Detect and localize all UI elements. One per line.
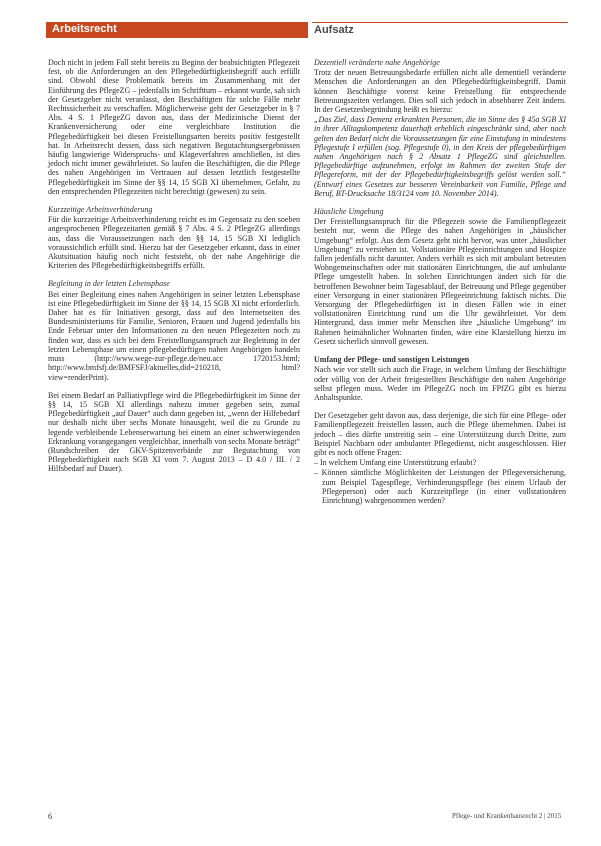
journal-footer: Pflege- und Krankenhausrecht 2 | 2015 bbox=[452, 812, 562, 820]
article-type-label: Aufsatz bbox=[314, 24, 354, 36]
list-item: – Können sämtliche Möglichkeiten der Leistungen der Pflegeversicherung, zum Beispiel Tagespflege, Verhinderungspflege (bei einem Urlaub der Pflegeperson) oder auch Kurzzeitpflege (in einer vollstationären Einrichtung) wahrgenommen werden? bbox=[314, 468, 566, 505]
subheading: Häusliche Umgebung bbox=[314, 207, 384, 217]
right-column bbox=[314, 58, 566, 506]
section-banner bbox=[46, 22, 308, 38]
section-label: Arbeitsrecht bbox=[52, 23, 117, 35]
subheading: Kurzzeitige Arbeitsverhinderung bbox=[48, 205, 153, 215]
paragraph: Bei einem Bedarf an Palliativpflege wird die Pflegebedürftigkeit im Sinne der §§ 14, 15 SGB XI allerdings nahezu immer gegeben sein, zumal Pflegebedürftigkeit „auf Dauer“ auch dann gegeben ist, „wenn der Hilfebedarf nur deshalb nicht über sechs Monate hinausgeht, weil die zu Grunde zu legende verbleibende Lebenserwartung bei einem an einer schwerwiegenden Erkrankung vorangegangen vergleichbar, innerhalb von sechs Monate beträgt“ (Rundschreiben der GKV-Spitzenverbände zur Begutachtung von Pflegebedürftigkeit nach SGB XI vom 7. August 2013 – D 4.0 / III. / 2 Hilfsbedarf auf Dauer). bbox=[48, 390, 300, 474]
paragraph: Nach wie vor stellt sich auch die Frage, in welchem Umfang der Beschäftigte oder völlig von der Arbeit freigestellten Beschäftigte den nahen Angehörige selbst pflegen muss. Weder im PflegeZG noch im FPfZG gibt es hierzu Anhaltspunkte. bbox=[314, 365, 566, 402]
left-column bbox=[48, 58, 300, 483]
article-type-header bbox=[312, 22, 568, 39]
paragraph: Doch nicht in jedem Fall steht bereits zu Beginn der beabsichtigten Pflegezeit fest, ob die Anforderungen an den Pflegebedürftigkeitsbegriff auch erfüllt sind. Obwohl diese Problematik bereits im Zusammenhang mit der Einführung des PflegeZG – jedenfalls im Schrifttum – erkannt wurde, sah sich der Gesetzgeber nicht veranlasst, den Beschäftigten für solche Fälle mehr Rechtssicherheit zu verschaffen. Möglicherweise geht der Gesetzgeber in § 7 Abs. 4 S. 1 PflegeZG davon aus, dass der Medizinische Dienst der Krankenversicherung oder eine vergleichbare Institution die Pflegebedürftigkeit bei diesen Freistellungsarten bereits positiv festgestellt hat. In Arbeitsrecht dessen, dass sich negativen Begutachtungsergebnissen häufig langwierige Widerspruchs- und Klageverfahren anschließen, ist dies jedoch nicht immer gewährleistet. So laufen die Beschäftigten, die die Pflege des nahen Angehörigen im Vertrauen auf dessen letztlich festgestellte Pflegebedürftigkeit im Sinne der §§ 14, 15 SGB XI übernehmen, Gefahr, zu den entsprechenden Pflegezeiten nicht berechtigt (gewesen) zu sein. bbox=[48, 58, 300, 196]
subheading: Dezentiell veränderte nahe Angehörige bbox=[314, 58, 440, 67]
page-number: 6 bbox=[48, 812, 52, 821]
subheading: Begleitung in der letzten Lebensphase bbox=[48, 279, 170, 289]
paragraph: Für die kurzzeitige Arbeitsverhinderung reicht es im Gegensatz zu den soeben angesprochenen Pflegezeitarten gemäß § 7 Abs. 4 S. 2 PflegeZG allerdings aus, dass die Voraussetzungen nach den §§ 14, 15 SGB XI lediglich voraussichtlich erfüllt sind. Hierzu hat der Gesetzgeber erkannt, dass in einer Akutsituation häufig noch nicht feststeht, ob der nahe Angehörige die Kriterien des Pflegebedürftigkeitsbegriffs erfüllt. bbox=[48, 215, 300, 271]
paragraph: Trotz der neuen Betreuungsbedarfe erfüllen nicht alle dementiell veränderte Menschen die Anforderungen an den Pflegebedürftigkeitsbegriff. Damit können Beschäftigte vorerst keine Freistellung für entsprechende Betreuungszeiten verlangen. Dies soll sich jedoch in absehbarer Zeit ändern. In der Gesetzesbegründung heißt es hierzu: bbox=[314, 68, 566, 115]
question-list bbox=[314, 458, 566, 505]
paragraph: Der Gesetzgeber geht davon aus, dass derjenige, die sich für eine Pflege- oder Familienpflegezeit freistellen lassen, auch die Pflege übernehmen. Dabei ist jedoch – dies dürfte unstreitig sein – eine Unterstützung durch Dritte, zum Beispiel Nachbarn oder ambulanter Pflegedienst, nicht ausgeschlossen. Hier gibt es noch offene Fragen: bbox=[314, 411, 566, 457]
paragraph: Der Freistellungsanspruch für die Pflegezeit sowie die Familienpflegezeit besteht nur, wenn die Pflege des nahen Angehörigen in „häuslicher Umgebung“ erfolgt. Aus dem Gesetz geht nicht hervor, was unter „häuslicher Umgebung“ zu verstehen ist. Vollstationäre Pflegeeinrichtungen und Hospize fallen jedenfalls nicht darunter. Anders verhält es sich mit ambulant betreuten Wohngemeinschaften oder mit stationären Einrichtungen, die auf ambulante Pflege umgestellt haben. In solchen Einrichtungen ändert sich für die betroffenen Bewohner beim Tagesablauf, der Betreuung und Pflege gegenüber einer Versorgung in einer stationären Pflegeeinrichtung faktisch nichts. Die Versorgung der Pflegebedürftigen ist in diesen Fällen wie in einer vollstationären Einrichtung rund um die Uhr gewährleistet. Vor dem Hintergrund, dass immer mehr Menschen ihre „häusliche Umgebung“ im Rahmen heimähnlicher Wohnarten finden, wäre eine Klarstellung hierzu im Gesetz sicherlich sinnvoll gewesen. bbox=[314, 217, 566, 346]
list-item: – In welchem Umfang eine Unterstützung erlaubt? bbox=[314, 458, 566, 467]
quote-paragraph: „Das Ziel, dass Demenz erkrankten Personen, die im Sinne des § 45a SGB XI in ihrer Alltagskompetenz dauerhaft erheblich eingeschränkt sind, aber noch gelten den Bedarf nicht die Voraussetzungen für eine Einstufung in mindestens Pflegestufe I erfüllen (sog. Pflegestufe 0), in den Kreis der pflegebedürftigen nahen Angehörigen nach § 2 Absatz 1 PflegeZG sind gleichstellen. Pflegebedürftige aufzunehmen, erfolgt im Rahmen der zweiten Stufe der Pflegereform, mit der der Pflegebedürftigkeitsbegriffs gelöst werden soll.“ (Entwurf eines Gesetzes zur besseren Vereinbarkeit von Familie, Pflege und Beruf, BT-Drucksache 18/3124 vom 10. November 2014). bbox=[314, 115, 566, 198]
subheading: Umfang der Pflege- und sonstigen Leistungen bbox=[314, 355, 470, 365]
paragraph: Bei einer Begleitung eines nahen Angehörigen in seiner letzten Lebensphase ist eine Pflegebedürftigkeit im Sinne der §§ 14, 15 SGB XI nicht erforderlich. Daher hat es für Initiativen gesorgt, dass auf den Internetseiten des Bundesministeriums für Familie, Senioren, Frauen und Jugend jedenfalls bis Ende Februar unter den Informationen zu den neuen Pflegezeiten noch zu finden war, dass es sich bei dem Freistellungsanspruch zur Begleitung in der letzten Lebensphase um einen pflegebedürftigen nahen Angehörigen handeln muss (http://www.wege-zur-pflege.de/neu.acc 1720153.html; http://www.bmfsfj.de/BMFSFJ/aktuelles,did=210218, html?view=renderPrint). bbox=[48, 289, 300, 382]
